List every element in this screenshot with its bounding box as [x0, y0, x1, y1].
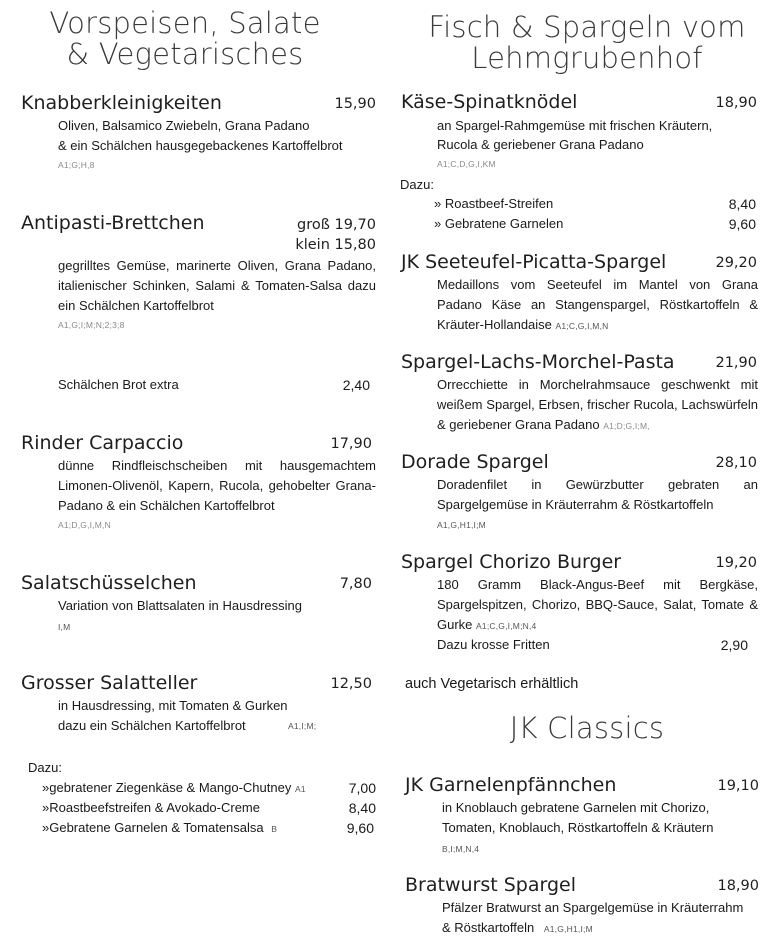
dish-price: 21,90: [715, 355, 757, 371]
dish-price: 28,10: [715, 455, 757, 471]
dish-price: 7,80: [339, 576, 372, 592]
extra-price: 2,40: [342, 377, 370, 393]
extra-label: Schälchen Brot extra: [58, 377, 179, 392]
addon-price: 9,60: [346, 820, 374, 836]
description-text: Orrecchiette in Morchelrahmsauce geschwenkt mit weißem Spargel, Erbsen, frischer Rucola, Lachswürfeln & geriebener Grana Padano: [437, 377, 758, 432]
section-title-line: Vorspeisen, Salate: [49, 6, 321, 40]
allergen-codes: A1,I;M;: [288, 721, 317, 731]
dazu-label: Dazu:: [400, 177, 434, 192]
dish-description: Tomaten, Knoblauch, Röstkartoffeln & Kräutern: [442, 820, 714, 835]
allergen-codes: A1;C,G,I,M,N: [555, 321, 609, 331]
allergen-codes: B,I;M,N,4: [442, 844, 480, 854]
allergen-codes: A1;C,D,G,I,KM: [437, 159, 496, 169]
addon-label: »Gebratene Garnelen & Tomatensalsa: [42, 820, 264, 835]
dish-description: Oliven, Balsamico Zwiebeln, Grana Padano: [58, 118, 310, 133]
dish-description: Doradenfilet in Gewürzbutter gebraten an Spargelgemüse in Kräuterrahm & Röstkartoffeln: [437, 477, 758, 512]
dish-description: Pfälzer Bratwurst an Spargelgemüse in Kräuterrahm: [442, 900, 744, 915]
allergen-codes: A1;D,G,I,M,N: [58, 520, 111, 530]
section-title-line: Lehmgrubenhof: [471, 41, 703, 75]
fritten-label: Dazu krosse Fritten: [437, 637, 550, 652]
dish-name: Spargel Chorizo Burger: [401, 551, 622, 573]
dish-name: Käse-Spinatknödel: [401, 91, 578, 113]
dish-description: an Spargel-Rahmgemüse mit frischen Kräutern,: [437, 118, 713, 133]
allergen-codes: A1;D;G,I;M,: [603, 421, 650, 431]
addon-price: 7,00: [348, 780, 376, 796]
allergen-codes: A1,G,H1,I;M: [437, 520, 486, 530]
dish-description-with-allergens: [442, 918, 593, 939]
section-title-vorspeisen: [40, 8, 330, 70]
dish-description: gegrilltes Gemüse, marinerte Oliven, Grana Padano, italienischer Schinken, Salami & Tomaten-Salsa dazu ein Schälchen Kartoffelbrot: [58, 258, 376, 313]
dish-name: Spargel-Lachs-Morchel-Pasta: [401, 351, 675, 373]
dish-name: Rinder Carpaccio: [21, 432, 184, 454]
addon-price: 8,40: [348, 800, 376, 816]
dish-price: 17,90: [330, 436, 372, 452]
dish-name: Salatschüsselchen: [21, 572, 197, 594]
dish-description: & ein Schälchen hausgegebackenes Kartoffelbrot: [58, 138, 343, 153]
allergen-codes: B: [271, 824, 278, 834]
dish-price-small: klein 15,80: [295, 237, 376, 253]
dish-price: 19,10: [717, 778, 759, 794]
allergen-codes: I,M: [58, 622, 71, 632]
dish-name: Grosser Salatteller: [21, 672, 198, 694]
addon-price: 8,40: [728, 196, 756, 212]
dish-description: dazu ein Schälchen Kartoffelbrot: [58, 718, 246, 733]
dish-name: Bratwurst Spargel: [405, 874, 576, 896]
allergen-codes: A1;C,G,I,M;N,4: [476, 621, 537, 631]
addon-item: [42, 818, 277, 839]
addon-label: »gebratener Ziegenkäse & Mango-Chutney: [42, 780, 292, 795]
dish-price: 18,90: [717, 878, 759, 894]
dish-name: Dorade Spargel: [401, 451, 549, 473]
dish-description: [437, 275, 758, 336]
description-text: Medaillons vom Seeteufel im Mantel von Grana Padano Käse an Stangenspargel, Röstkartoffeln & Kräuter-Hollandaise: [437, 277, 758, 332]
dish-name: JK Seeteufel-Picatta-Spargel: [401, 251, 667, 273]
dish-price: 29,20: [715, 255, 757, 271]
description-text: & Röstkartoffeln: [442, 920, 535, 935]
dish-description: in Knoblauch gebratene Garnelen mit Chorizo,: [442, 800, 710, 815]
allergen-codes: A1,G,H1,I;M: [543, 924, 593, 934]
section-title-line: Fisch & Spargeln vom: [428, 10, 746, 44]
addon-label: »Roastbeefstreifen & Avokado-Creme: [42, 800, 260, 815]
dazu-label: Dazu:: [28, 760, 62, 775]
addon-price: 9,60: [728, 216, 756, 232]
fritten-price: 2,90: [720, 637, 748, 653]
dish-price-large: groß 19,70: [297, 217, 376, 233]
dish-price: 12,50: [330, 676, 372, 692]
allergen-codes: A1,G;I;M;N;2;3;8: [58, 320, 125, 330]
dish-description: Rucola & geriebener Grana Padano: [437, 137, 644, 152]
allergen-codes: A1;G;H,8: [58, 160, 95, 170]
addon-label: » Gebratene Garnelen: [434, 216, 564, 231]
addon-item: [42, 778, 306, 799]
allergen-codes: A1: [294, 784, 306, 794]
vegetarian-note: auch Vegetarisch erhältlich: [405, 676, 579, 692]
dish-price: 19,20: [715, 555, 757, 571]
section-title-fisch: [402, 12, 772, 74]
section-title-classics: JK Classics: [509, 711, 665, 745]
dish-description: [437, 375, 758, 436]
dish-description: in Hausdressing, mit Tomaten & Gurken: [58, 698, 288, 713]
description-text: 180 Gramm Black-Angus-Beef mit Bergkäse, Spargelspitzen, Chorizo, BBQ-Sauce, Salat, Tomate & Gurke: [437, 577, 758, 632]
addon-item: [42, 798, 260, 818]
section-title-line: & Vegetarisches: [66, 37, 304, 71]
dish-price: 15,90: [334, 96, 376, 112]
dish-description: dünne Rindfleischscheiben mit hausgemachtem Limonen-Olivenöl, Kapern, Rucola, gehobelter Grana-Padano & ein Schälchen Kartoffelbrot: [58, 458, 376, 513]
dish-name: JK Garnelenpfännchen: [405, 774, 617, 796]
dish-name: Knabberkleinigkeiten: [21, 92, 222, 114]
dish-description: [58, 596, 302, 637]
dish-description: [437, 575, 758, 636]
dish-price: 18,90: [715, 95, 757, 111]
dish-name: Antipasti-Brettchen: [21, 212, 205, 234]
addon-label: » Roastbeef-Streifen: [434, 196, 554, 211]
description-text: Variation von Blattsalaten in Hausdressing: [58, 598, 302, 613]
